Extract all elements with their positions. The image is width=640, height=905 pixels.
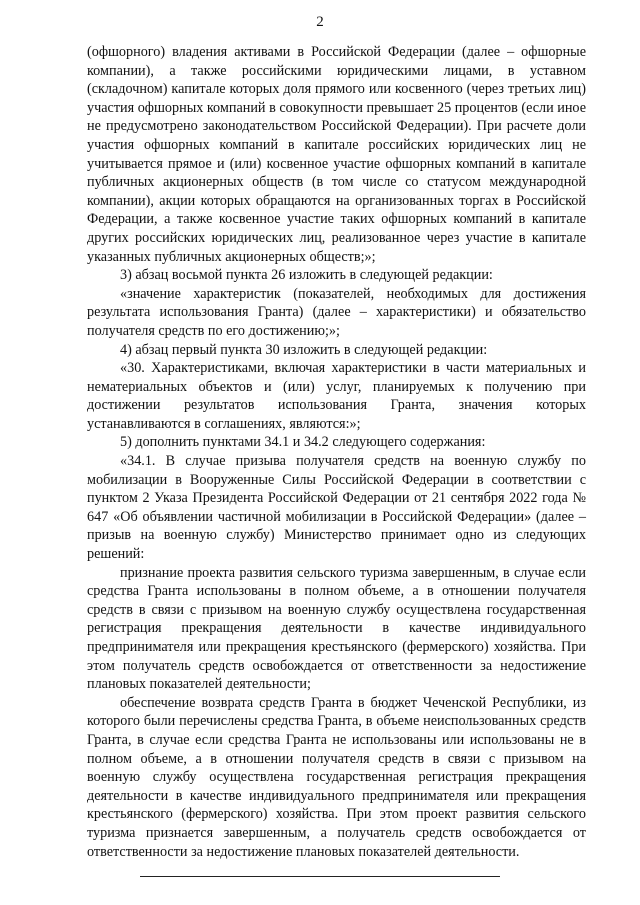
- paragraph: 5) дополнить пунктами 34.1 и 34.2 следующего содержания:: [120, 434, 486, 451]
- paragraph: «30. Характеристиками, включая характеристики в части материальных и нематериальных объектов и (или) услуг, планируемых к получению при достижении результатов использования Гранта, значения которых устанавливаются в соглашениях, являются:»;: [87, 360, 586, 432]
- paragraph: 4) абзац первый пункта 30 изложить в следующей редакции:: [120, 341, 488, 358]
- paragraph: (офшорного) владения активами в Российской Федерации (далее – офшорные компании), а также российскими юридическими лицами, в уставном (складочном) капитале которых доля прямого или косвенного (через третьих лиц) участия офшорных компаний в совокупности превышает 25 процентов (если иное не предусмотрено законодательством Российской Федерации). При расчете доли участия офшорных компаний в капитале российских юридических лиц не учитывается прямое и (или) косвенное участие офшорных компаний в капитале публичных акционерных обществ (в том числе со статусом международной компании), акции которых обращаются на организованных торгах в Российской Федерации, а также косвенное участие таких офшорных компаний в капитале других российских юридических лиц, реализованное через участие в капитале указанных публичных акционерных обществ;»;: [87, 44, 586, 265]
- paragraph: признание проекта развития сельского туризма завершенным, в случае если средства Гранта использованы в полном объеме, а в отношении получателя средств в связи с призывом на военную службу осуществлена государственная регистрация прекращения деятельности в качестве индивидуального предпринимателя или прекращения крестьянского (фермерского) хозяйства. При этом получатель средств освобождается от ответственности за недостижение плановых показателей деятельности;: [87, 564, 586, 693]
- paragraph: «значение характеристик (показателей, необходимых для достижения результата использования Гранта) (далее – характеристики) и обязательство получателя средств по его достижению;»;: [87, 285, 586, 339]
- paragraph: обеспечение возврата средств Гранта в бюджет Чеченской Республики, из которого были перечислены средства Гранта, в объеме неиспользованных средств Гранта, в случае если средства Гранта не использованы или использованы не в полном объеме, а в отношении получателя средств в связи с призывом на военную службу осуществлена государственная регистрация прекращения деятельности в качестве индивидуального предпринимателя или прекращения крестьянского (фермерского) хозяйства. При этом проект развития сельского туризма признается завершенным, а получатель средств освобождается от ответственности за недостижение плановых показателей деятельности.: [87, 694, 586, 860]
- paragraph: «34.1. В случае призыва получателя средств на военную службу по мобилизации в Вооруженные Силы Российской Федерации в соответствии с пунктом 2 Указа Президента Российской Федерации от 21 сентября 2022 года № 647 «Об объявлении частичной мобилизации в Российской Федерации» (далее – призыв на военную службу) Министерство принимает одно из следующих решений:: [87, 453, 586, 563]
- document-body: [87, 43, 586, 861]
- paragraph: 3) абзац восьмой пункта 26 изложить в следующей редакции:: [120, 267, 493, 284]
- page-number: 2: [316, 14, 324, 30]
- footer-divider: [140, 876, 500, 877]
